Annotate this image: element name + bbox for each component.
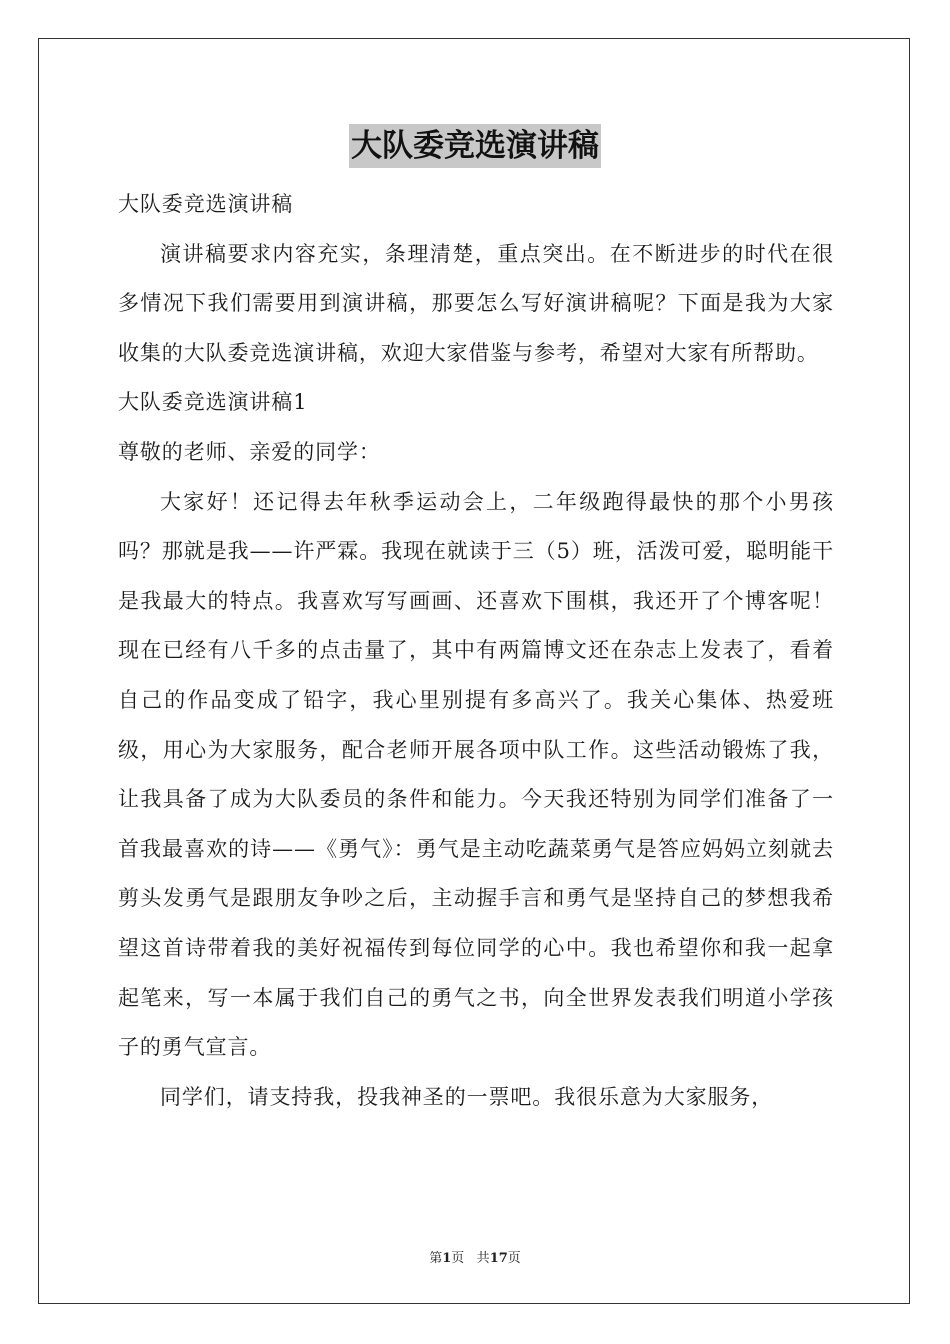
document-title: 大队委竞选演讲稿 <box>349 124 601 168</box>
total-suffix: 页 <box>507 1251 521 1266</box>
title-container <box>0 124 950 168</box>
salutation: 尊敬的老师、亲爱的同学： <box>118 439 381 464</box>
body-paragraph: 大家好！还记得去年秋季运动会上，二年级跑得最快的那个小男孩吗？那就是我——许严霖。我现在就读于三（5）班，活泼可爱，聪明能干是我最大的特点。我喜欢写写画画、还喜欢下围棋，我还开了个博客呢！现在已经有八千多的点击量了，其中有两篇博文还在杂志上发表了，看着自己的作品变成了铅字，我心里别提有多高兴了。我关心集体、热爱班级，用心为大家服务，配合老师开展各项中队工作。这些活动锻炼了我，让我具备了成为大队委员的条件和能力。今天我还特别为同学们准备了一首我最喜欢的诗——《勇气》：勇气是主动吃蔬菜勇气是答应妈妈立刻就去剪头发勇气是跟朋友争吵之后，主动握手言和勇气是坚持自己的梦想我希望这首诗带着我的美好祝福传到每位同学的心中。我也希望你和我一起拿起笔来，写一本属于我们自己的勇气之书，向全世界发表我们明道小学孩子的勇气宣言。 <box>118 489 834 1060</box>
page-suffix: 页 <box>451 1251 465 1266</box>
total-prefix: 共 <box>476 1251 490 1266</box>
intro-paragraph: 演讲稿要求内容充实，条理清楚，重点突出。在不断进步的时代在很多情况下我们需要用到演讲稿，那要怎么写好演讲稿呢？下面是我为大家收集的大队委竞选演讲稿，欢迎大家借鉴与参考，希望对大家有所帮助。 <box>118 241 834 365</box>
closing-paragraph: 同学们，请支持我，投我神圣的一票吧。我很乐意为大家服务， <box>160 1084 774 1109</box>
page-number: 1 <box>442 1251 452 1266</box>
page-prefix: 第 <box>429 1251 443 1266</box>
page-footer <box>0 1251 950 1267</box>
page-total: 17 <box>489 1251 508 1266</box>
subtitle-line: 大队委竞选演讲稿 <box>118 192 294 216</box>
document-body <box>118 180 834 1122</box>
section-heading: 大队委竞选演讲稿1 <box>118 390 308 415</box>
